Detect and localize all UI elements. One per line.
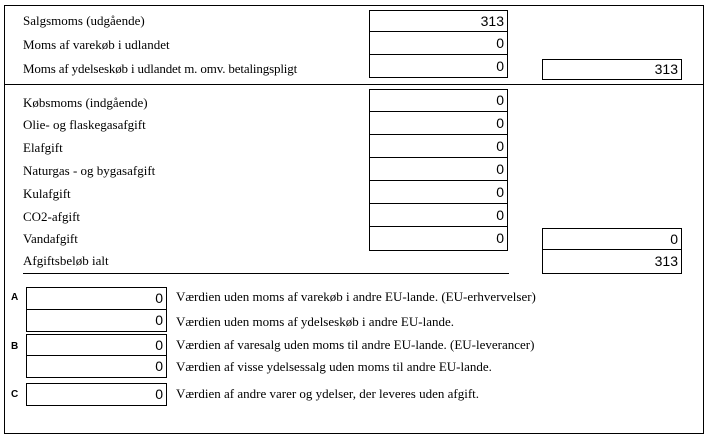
afgiftsbeloeb-label: Afgiftsbeløb ialt bbox=[23, 253, 109, 268]
kulafgift-label: Kulafgift bbox=[23, 186, 71, 201]
moms-varekoeb-label: Moms af varekøb i udlandet bbox=[23, 37, 170, 52]
moms-varekoeb-field[interactable]: 0 bbox=[369, 32, 508, 55]
afgiftsbeloeb-field[interactable]: 313 bbox=[542, 250, 682, 274]
section-a-label-1: Værdien uden moms af varekøb i andre EU-lande. (EU-erhvervelser) bbox=[176, 289, 536, 304]
olie-flaskegas-label: Olie- og flaskegasafgift bbox=[23, 117, 146, 132]
section-c-label-1: Værdien af andre varer og ydelser, der leveres uden afgift. bbox=[176, 386, 480, 401]
section-b-label-1: Værdien af varesalg uden moms til andre EU-lande. (EU-leverancer) bbox=[176, 337, 535, 352]
co2-afgift-label: CO2-afgift bbox=[23, 209, 81, 224]
section-c-letter: C bbox=[11, 389, 19, 400]
kulafgift-field[interactable]: 0 bbox=[369, 181, 508, 204]
section-b-field-1[interactable]: 0 bbox=[26, 334, 167, 356]
moms-ydelseskoeb-label: Moms af ydelseskøb i udlandet m. omv. betalingspligt bbox=[23, 61, 298, 76]
vandafgift-field[interactable]: 0 bbox=[369, 227, 508, 251]
elafgift-label: Elafgift bbox=[23, 140, 63, 155]
section-b-field-2[interactable]: 0 bbox=[26, 356, 167, 378]
salgsmoms-label: Salgsmoms (udgående) bbox=[23, 13, 145, 28]
vandafgift-label: Vandafgift bbox=[23, 231, 78, 246]
elafgift-field[interactable]: 0 bbox=[369, 135, 508, 158]
section-divider bbox=[4, 84, 704, 85]
olie-flaskegas-field[interactable]: 0 bbox=[369, 112, 508, 135]
top-subtotal-field[interactable]: 313 bbox=[542, 59, 682, 80]
total-underline bbox=[23, 273, 509, 274]
moms-ydelseskoeb-field[interactable]: 0 bbox=[369, 55, 508, 78]
section-c-field-1[interactable]: 0 bbox=[26, 383, 167, 406]
koebsmoms-label: Købsmoms (indgående) bbox=[23, 95, 148, 110]
mid-subtotal-field[interactable]: 0 bbox=[542, 228, 682, 250]
section-a-field-1[interactable]: 0 bbox=[26, 287, 167, 310]
naturgas-label: Naturgas - og bygasafgift bbox=[23, 163, 156, 178]
co2-afgift-field[interactable]: 0 bbox=[369, 204, 508, 227]
section-b-letter: B bbox=[11, 341, 19, 352]
section-a-field-2[interactable]: 0 bbox=[26, 310, 167, 332]
koebsmoms-field[interactable]: 0 bbox=[369, 89, 508, 112]
naturgas-field[interactable]: 0 bbox=[369, 158, 508, 181]
salgsmoms-field[interactable]: 313 bbox=[369, 10, 508, 32]
section-a-letter: A bbox=[11, 292, 19, 303]
section-b-label-2: Værdien af visse ydelsessalg uden moms til andre EU-lande. bbox=[176, 359, 492, 374]
section-a-label-2: Værdien uden moms af ydelseskøb i andre EU-lande. bbox=[176, 314, 454, 329]
